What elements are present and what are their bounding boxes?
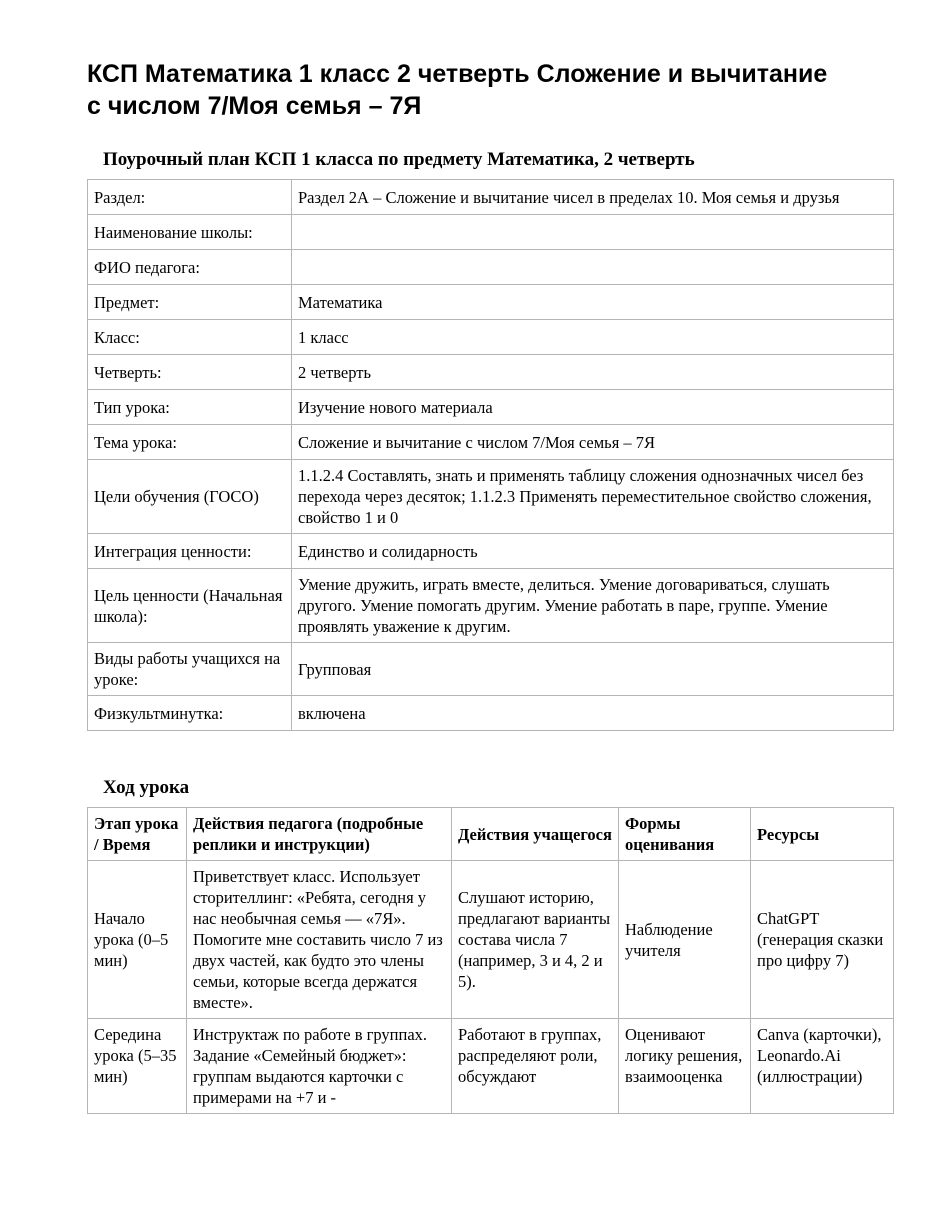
table-row bbox=[88, 643, 894, 696]
row-value: Раздел 2А – Сложение и вычитание чисел в пределах 10. Моя семья и друзья bbox=[292, 180, 894, 215]
row-value bbox=[292, 215, 894, 250]
row-label: Тема урока: bbox=[88, 425, 292, 460]
plan-heading: Поурочный план КСП 1 класса по предмету Математика, 2 четверть bbox=[103, 149, 695, 170]
row-value: 1.1.2.4 Составлять, знать и применять таблицу сложения однозначных чисел без перехода через десяток; 1.1.2.3 Применять переместительное свойство сложения, свойство 1 и 0 bbox=[292, 460, 894, 534]
row-label: Интеграция ценности: bbox=[88, 534, 292, 569]
column-header-teacher: Действия педагога (подробные реплики и инструкции) bbox=[187, 808, 452, 861]
row-value: включена bbox=[292, 696, 894, 731]
row-label: Тип урока: bbox=[88, 390, 292, 425]
table-row bbox=[88, 569, 894, 643]
cell-assessment: Наблюдение учителя bbox=[619, 861, 751, 1019]
row-label: Наименование школы: bbox=[88, 215, 292, 250]
row-value: Групповая bbox=[292, 643, 894, 696]
cell-student: Работают в группах, распределяют роли, обсуждают bbox=[452, 1019, 619, 1114]
table-row bbox=[88, 1019, 894, 1114]
table-row bbox=[88, 861, 894, 1019]
table-row bbox=[88, 320, 894, 355]
table-row bbox=[88, 285, 894, 320]
table-row bbox=[88, 460, 894, 534]
table-row bbox=[88, 215, 894, 250]
cell-student: Слушают историю, предлагают варианты состава числа 7 (например, 3 и 4, 2 и 5). bbox=[452, 861, 619, 1019]
row-value: 2 четверть bbox=[292, 355, 894, 390]
table-row bbox=[88, 696, 894, 731]
column-header-stage: Этап урока / Время bbox=[88, 808, 187, 861]
page-cutoff bbox=[0, 1165, 935, 1210]
row-value: Сложение и вычитание с числом 7/Моя семья – 7Я bbox=[292, 425, 894, 460]
column-header-resources: Ресурсы bbox=[751, 808, 894, 861]
row-value: Математика bbox=[292, 285, 894, 320]
cell-stage: Начало урока (0–5 мин) bbox=[88, 861, 187, 1019]
row-label: Раздел: bbox=[88, 180, 292, 215]
cell-resources: ChatGPT (генерация сказки про цифру 7) bbox=[751, 861, 894, 1019]
table-row bbox=[88, 425, 894, 460]
row-label: Четверть: bbox=[88, 355, 292, 390]
column-header-student: Действия учащегося bbox=[452, 808, 619, 861]
lesson-heading: Ход урока bbox=[103, 777, 190, 798]
column-header-assessment: Формы оценивания bbox=[619, 808, 751, 861]
cell-teacher: Инструктаж по работе в группах. Задание «Семейный бюджет»: группам выдаются карточки с примерами на +7 и - bbox=[187, 1019, 452, 1114]
table-row bbox=[88, 250, 894, 285]
table-row bbox=[88, 355, 894, 390]
row-label: Цели обучения (ГОСО) bbox=[88, 460, 292, 534]
row-label: Виды работы учащихся на уроке: bbox=[88, 643, 292, 696]
lesson-flow-table bbox=[87, 807, 894, 1114]
table-row bbox=[88, 534, 894, 569]
document-title: КСП Математика 1 класс 2 четверть Сложение и вычитание с числом 7/Моя семья – 7Я bbox=[87, 60, 828, 120]
cell-teacher: Приветствует класс. Использует сторителлинг: «Ребята, сегодня у нас необычная семья — «7Я». Помогите мне составить число 7 из двух частей, как будто это члены семьи, которые всегда держатся вместе». bbox=[187, 861, 452, 1019]
row-value: Изучение нового материала bbox=[292, 390, 894, 425]
row-value bbox=[292, 250, 894, 285]
row-label: Физкультминутка: bbox=[88, 696, 292, 731]
row-label: Класс: bbox=[88, 320, 292, 355]
cell-stage: Середина урока (5–35 мин) bbox=[88, 1019, 187, 1114]
table-row bbox=[88, 390, 894, 425]
cell-assessment: Оценивают логику решения, взаимооценка bbox=[619, 1019, 751, 1114]
row-label: Предмет: bbox=[88, 285, 292, 320]
row-label: ФИО педагога: bbox=[88, 250, 292, 285]
row-value: Единство и солидарность bbox=[292, 534, 894, 569]
table-row bbox=[88, 180, 894, 215]
table-header-row bbox=[88, 808, 894, 861]
cell-resources: Canva (карточки), Leonardo.Ai (иллюстрации) bbox=[751, 1019, 894, 1114]
row-value: Умение дружить, играть вместе, делиться. Умение договариваться, слушать другого. Умение помогать другим. Умение работать в паре, группе. Умение проявлять уважение к другим. bbox=[292, 569, 894, 643]
plan-info-table bbox=[87, 179, 894, 731]
row-label: Цель ценности (Начальная школа): bbox=[88, 569, 292, 643]
row-value: 1 класс bbox=[292, 320, 894, 355]
